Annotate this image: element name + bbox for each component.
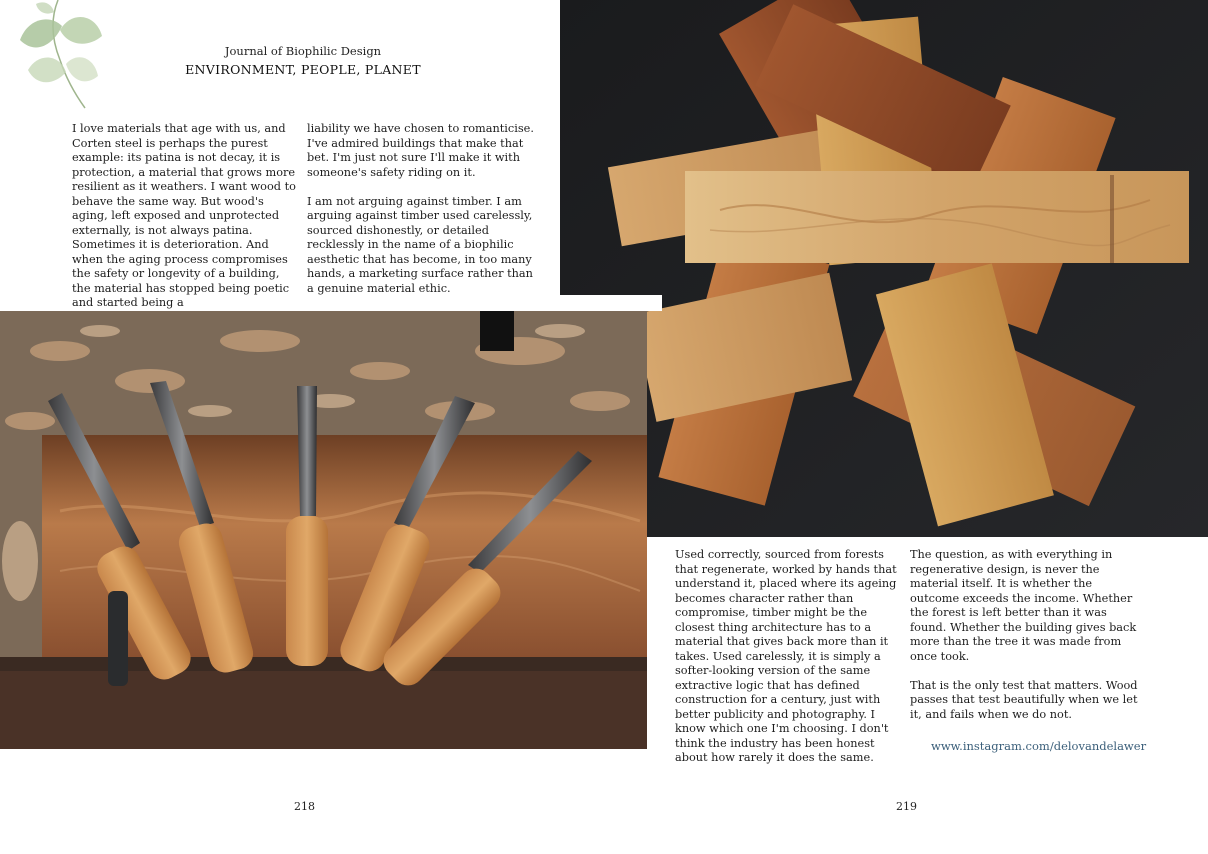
text-area-background	[560, 295, 662, 311]
section-title: ENVIRONMENT, PEOPLE, PLANET	[185, 62, 421, 77]
paragraph: Used correctly, sourced from forests that regenerate, worked by hands that understand it, placed where its ageing becomes character rather than compromise, timber might be the closest thing architecture has to a material that gives back more than it takes. Used carelessly, it is simply a softer-looking version of the same extractive logic that has defined construction for a century, just with better publicity and photography. I know which one I'm choosing. I don't think the industry has been honest about how rarely it does the same.	[675, 548, 897, 764]
paragraph: I am not arguing against timber. I am arguing against timber used carelessly, sourced dishonestly, or detailed recklessly in the name of a biophilic aesthetic that has become, in too many hands, a marketing surface rather than a genuine material ethic.	[307, 194, 533, 295]
page-number-right: 219	[896, 800, 917, 813]
paragraph: The question, as with everything in regenerative design, is never the material itself. It is whether the outcome exceeds the income. Whether the forest is left better than it was found. Whether the building gives back more than the tree it was made from once took.	[910, 548, 1137, 663]
paragraph: That is the only test that matters. Wood passes that test beautifully when we let it, and fails when we do not.	[910, 678, 1138, 721]
wood-samples-photo	[560, 0, 1208, 537]
page-number-left: 218	[294, 800, 315, 813]
journal-name: Journal of Biophilic Design	[224, 44, 382, 58]
leaf-decoration-top-left	[10, 0, 105, 112]
paragraph: I love materials that age with us, and Corten steel is perhaps the purest example: its patina is not decay, it is protection, a material that grows more resilient as it weathers. I want wood to behave the same way. But wood's aging, left exposed and unprotected externally, is not always patina. Sometimes it is deterioration. And when the aging process compromises the safety or longevity of a building, the material has stopped being poetic and started being a	[72, 122, 296, 309]
left-page-column-1	[72, 122, 300, 311]
right-page-column-2	[910, 548, 1142, 722]
instagram-link[interactable]: www.instagram.com/delovandelawer	[931, 739, 1147, 753]
paragraph: liability we have chosen to romanticise. I've admired buildings that make that bet. I'm just not sure I'll make it with someone's safety riding on it.	[307, 122, 534, 179]
chisels-photo	[0, 311, 647, 749]
left-page-column-2	[307, 122, 535, 296]
right-page-column-1	[675, 548, 903, 766]
